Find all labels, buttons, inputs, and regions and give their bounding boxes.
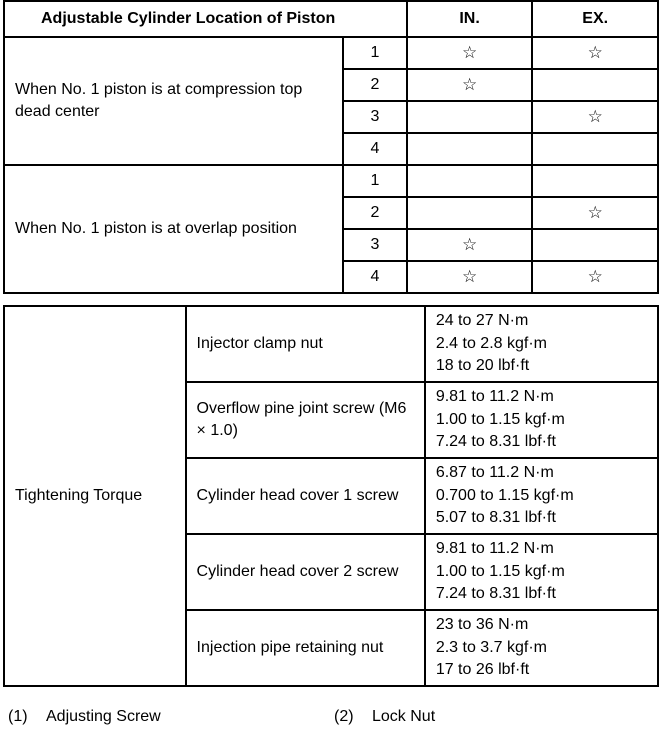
legend-number: (2) <box>334 708 354 725</box>
exhaust-star-icon: ☆ <box>532 261 658 293</box>
cylinder-number: 3 <box>343 101 407 133</box>
torque-value-nm: 24 to 27 N·m <box>435 312 529 330</box>
legend-label: Adjusting Screw <box>46 708 161 725</box>
torque-value-nm: 6.87 to 11.2 N·m <box>435 464 554 482</box>
torque-value-nm: 9.81 to 11.2 N·m <box>435 388 554 406</box>
torque-item-name: Cylinder head cover 2 screw <box>186 534 425 610</box>
intake-star-icon: ☆ <box>407 69 533 101</box>
torque-value-lbfft: 7.24 to 8.31 lbf·ft <box>435 433 556 451</box>
valve-clearance-table <box>3 0 659 294</box>
torque-values <box>425 382 658 458</box>
torque-value-lbfft: 5.07 to 8.31 lbf·ft <box>435 509 556 527</box>
torque-value-lbfft: 17 to 26 lbf·ft <box>435 661 530 679</box>
intake-mark-cell <box>407 133 533 165</box>
torque-item-name: Injector clamp nut <box>186 306 425 382</box>
torque-value-kgfm: 2.3 to 3.7 kgf·m <box>435 638 547 656</box>
table-row <box>4 37 658 69</box>
torque-values <box>425 458 658 534</box>
cylinder-number: 1 <box>343 37 407 69</box>
exhaust-mark-cell <box>532 133 658 165</box>
exhaust-star-icon: ☆ <box>532 101 658 133</box>
header-location: Adjustable Cylinder Location of Piston <box>4 1 407 37</box>
tightening-torque-label: Tightening Torque <box>4 306 186 686</box>
intake-mark-cell <box>407 101 533 133</box>
torque-value-nm: 9.81 to 11.2 N·m <box>435 540 554 558</box>
torque-values <box>425 306 658 382</box>
exhaust-star-icon: ☆ <box>532 37 658 69</box>
parts-legend <box>8 708 658 728</box>
intake-star-icon: ☆ <box>407 37 533 69</box>
header-exhaust: EX. <box>532 1 658 37</box>
torque-item-name: Injection pipe retaining nut <box>186 610 425 686</box>
torque-value-kgfm: 1.00 to 1.15 kgf·m <box>435 410 565 428</box>
legend-item-adjusting-screw <box>8 708 161 726</box>
legend-item-lock-nut <box>334 708 435 726</box>
cylinder-number: 4 <box>343 133 407 165</box>
torque-value-kgfm: 2.4 to 2.8 kgf·m <box>435 334 547 352</box>
table-row <box>4 165 658 197</box>
cylinder-number: 1 <box>343 165 407 197</box>
condition-compression-tdc: When No. 1 piston is at compression top dead center <box>4 37 343 165</box>
torque-value-lbfft: 7.24 to 8.31 lbf·ft <box>435 585 556 603</box>
table-row <box>4 306 658 382</box>
intake-mark-cell <box>407 197 533 229</box>
cylinder-number: 2 <box>343 69 407 101</box>
intake-star-icon: ☆ <box>407 261 533 293</box>
cylinder-number: 4 <box>343 261 407 293</box>
torque-values <box>425 610 658 686</box>
torque-item-name: Overflow pine joint screw (M6 × 1.0) <box>186 382 425 458</box>
cylinder-number: 3 <box>343 229 407 261</box>
condition-overlap: When No. 1 piston is at overlap position <box>4 165 343 293</box>
exhaust-mark-cell <box>532 69 658 101</box>
exhaust-mark-cell <box>532 229 658 261</box>
torque-value-kgfm: 0.700 to 1.15 kgf·m <box>435 486 574 504</box>
torque-values <box>425 534 658 610</box>
header-intake: IN. <box>407 1 533 37</box>
torque-value-nm: 23 to 36 N·m <box>435 616 529 634</box>
torque-value-lbfft: 18 to 20 lbf·ft <box>435 357 530 375</box>
valve-table-header-row <box>4 1 658 37</box>
tightening-torque-table <box>3 305 659 687</box>
legend-label: Lock Nut <box>372 708 436 725</box>
exhaust-mark-cell <box>532 165 658 197</box>
exhaust-star-icon: ☆ <box>532 197 658 229</box>
cylinder-number: 2 <box>343 197 407 229</box>
torque-item-name: Cylinder head cover 1 screw <box>186 458 425 534</box>
intake-star-icon: ☆ <box>407 229 533 261</box>
torque-value-kgfm: 1.00 to 1.15 kgf·m <box>435 562 565 580</box>
intake-mark-cell <box>407 165 533 197</box>
legend-number: (1) <box>8 708 28 725</box>
